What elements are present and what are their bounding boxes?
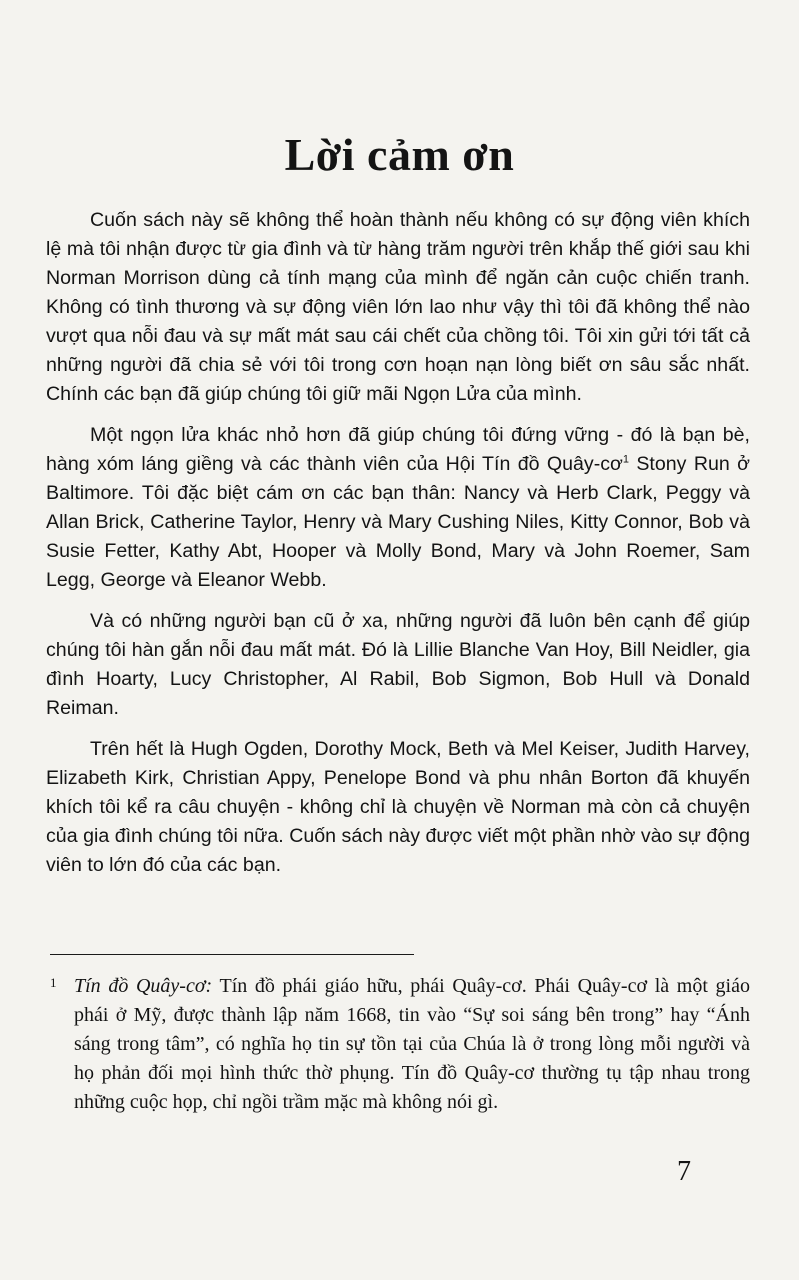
- paragraph-2-text-after: Stony Run ở Baltimore. Tôi đặc biệt cám ơn các bạn thân: Nancy và Herb Clark, Peggy và Allan Brick, Catherine Taylor, Henry và Mary Cushing Niles, Kitty Connor, Bob và Susie Fetter, Kathy Abt, Hooper và Molly Bond, Mary và John Roemer, Sam Legg, George và Eleanor Webb.: [46, 453, 750, 591]
- paragraph-1: Cuốn sách này sẽ không thể hoàn thành nếu không có sự động viên khích lệ mà tôi nhận được từ gia đình và từ hàng trăm người trên khắp thế giới sau khi Norman Morrison dùng cả tính mạng của mình để ngăn cản cuộc chiến tranh. Không có tình thương và sự động viên lớn lao như vậy thì tôi đã không thể nào vượt qua nỗi đau và sự mất mát sau cái chết của chồng tôi. Tôi xin gửi tới tất cả những người đã chia sẻ với tôi trong cơn hoạn nạn lòng biết ơn sâu sắc nhất. Chính các bạn đã giúp chúng tôi giữ mãi Ngọn Lửa của mình.: [46, 209, 750, 405]
- footnote-mark: 1: [50, 975, 57, 990]
- footnote-body: [74, 972, 750, 1117]
- paragraph-2-text-before: Một ngọn lửa khác nhỏ hơn đã giúp chúng tôi đứng vững - đó là bạn bè, hàng xóm láng giềng và các thành viên của Hội Tín đồ Quây-cơ: [46, 424, 750, 475]
- page-number: 7: [677, 1156, 691, 1187]
- footnote-reference: 1: [622, 453, 629, 466]
- paragraph-4: Trên hết là Hugh Ogden, Dorothy Mock, Beth và Mel Keiser, Judith Harvey, Elizabeth Kirk, Christian Appy, Penelope Bond và phu nhân Borton đã khuyến khích tôi kể ra câu chuyện - không chỉ là chuyện về Norman mà còn cả chuyện của gia đình chúng tôi nữa. Cuốn sách này được viết một phần nhờ vào sự động viên to lớn đó của các bạn.: [46, 738, 750, 876]
- footnote-text: Tín đồ phái giáo hữu, phái Quây-cơ. Phái Quây-cơ là một giáo phái ở Mỹ, được thành lập năm 1668, tin vào “Sự soi sáng bên trong” hay “Ánh sáng trong tâm”, có nghĩa họ tin sự tồn tại của Chúa là ở trong lòng mỗi người và họ phản đối mọi hình thức thờ phụng. Tín đồ Quây-cơ thường tụ tập nhau trong những cuộc họp, chỉ ngồi trầm mặc mà không nói gì.: [74, 975, 750, 1113]
- paragraph-2: [46, 421, 750, 595]
- page-title: Lời cảm ơn: [284, 129, 515, 180]
- footnote: [50, 972, 750, 1117]
- footnote-separator: [50, 954, 414, 955]
- footnote-term: Tín đồ Quây-cơ:: [74, 975, 213, 997]
- paragraph-3: Và có những người bạn cũ ở xa, những người đã luôn bên cạnh để giúp chúng tôi hàn gắn nỗi đau mất mát. Đó là Lillie Blanche Van Hoy, Bill Neidler, gia đình Hoarty, Lucy Christopher, Al Rabil, Bob Sigmon, Bob Hull và Donald Reiman.: [46, 610, 750, 719]
- acknowledgements-body: [46, 206, 750, 892]
